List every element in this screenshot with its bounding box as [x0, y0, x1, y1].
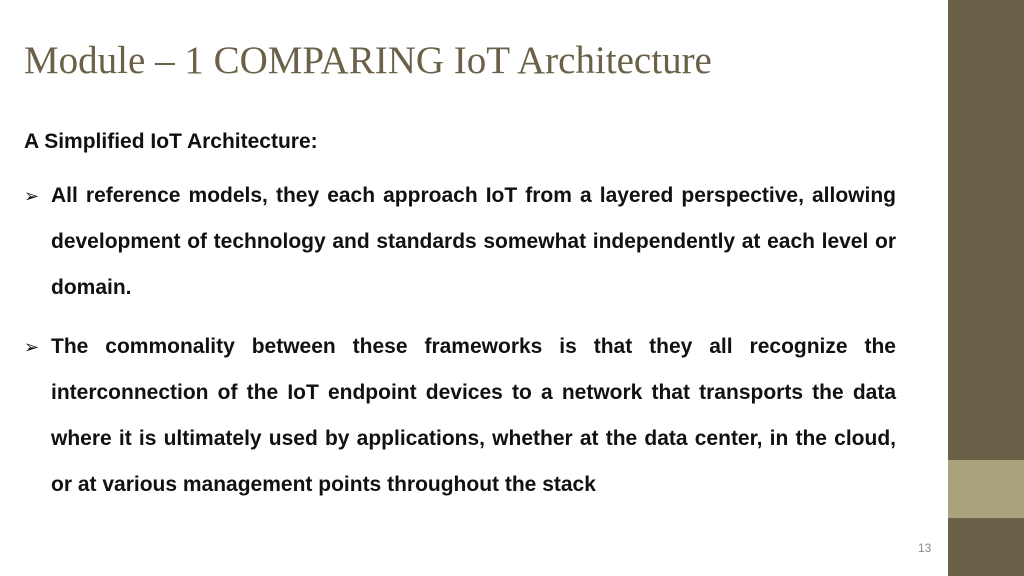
- slide-title: Module – 1 COMPARING IoT Architecture: [24, 39, 712, 82]
- sidebar-decor-bottom: [948, 518, 1024, 576]
- slide-number: 13: [918, 541, 932, 555]
- bullet-text: All reference models, they each approach IoT from a layered perspective, allowing development of technology and standards somewhat independently at each level or domain.: [51, 184, 896, 299]
- sidebar-decor-middle: [948, 460, 1024, 518]
- section-heading: A Simplified IoT Architecture:: [24, 130, 318, 153]
- bullet-item: [24, 173, 896, 311]
- bullet-text: The commonality between these frameworks is that they all recognize the interconnection of the IoT endpoint devices to a network that transports the data where it is ultimately used by applications, whether at the data center, in the cloud, or at various management points throughout the stack: [51, 335, 896, 496]
- bullet-item: [24, 324, 896, 508]
- sidebar-decor-top: [948, 0, 1024, 460]
- arrow-bullet-icon: ➢: [24, 186, 40, 206]
- arrow-bullet-icon: ➢: [24, 337, 40, 357]
